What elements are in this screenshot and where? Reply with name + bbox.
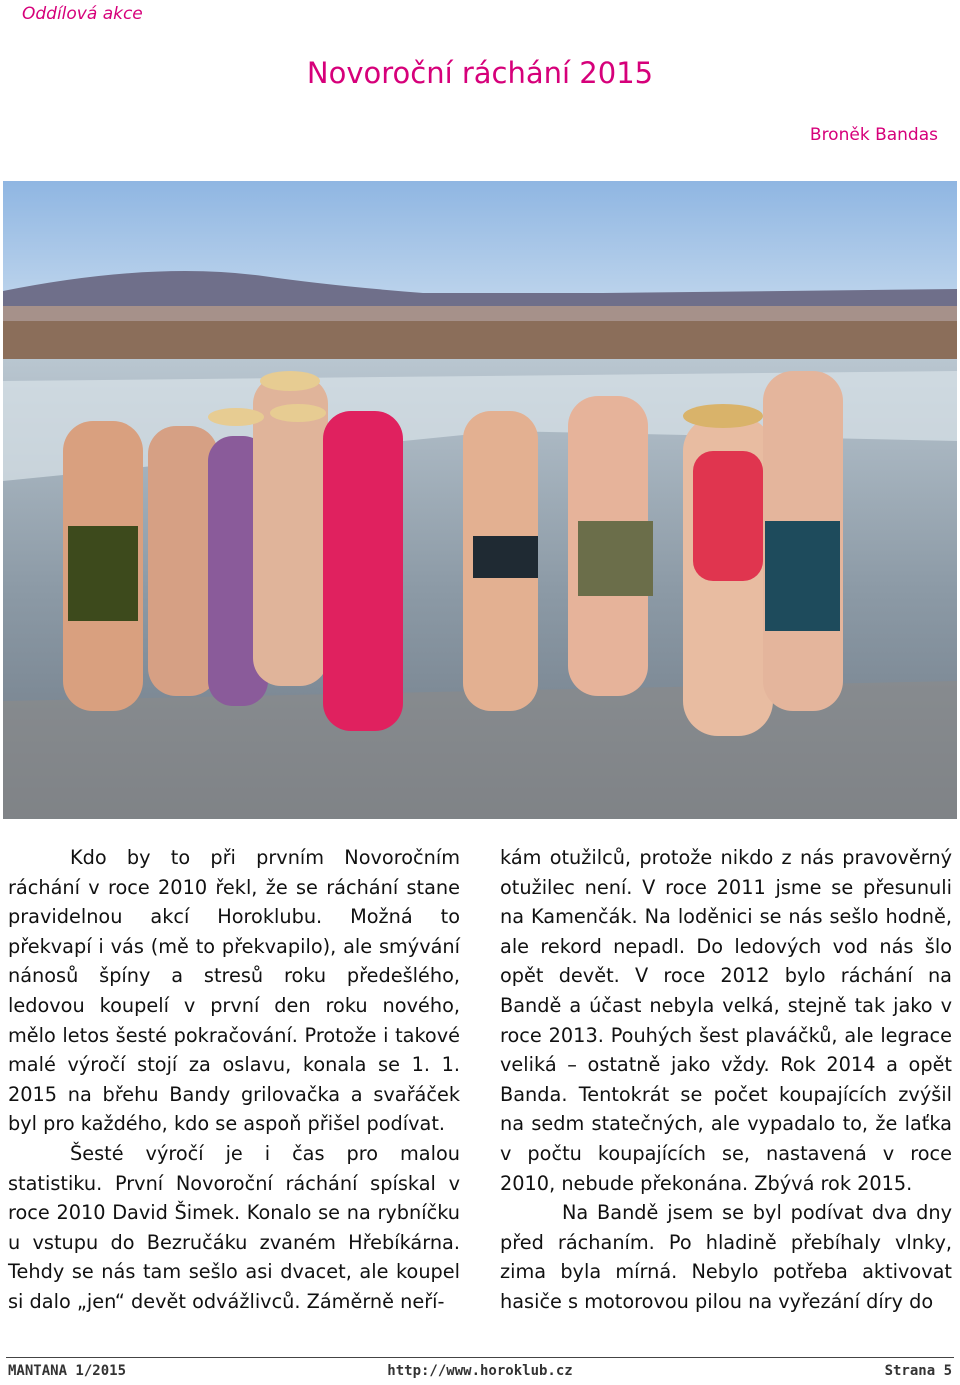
- paragraph: Šesté výročí je i čas pro malou statistiku. První Novoroční ráchání spískal v roce 2010 David Šimek. Konalo se na rybníčku u vstupu do Bezručáku zvaném Hřebíkárna. Tehdy se nás tam sešlo asi dvacet, ale koupel si dalo „jen“ devět odvážlivců. Záměrně neří-: [8, 1141, 460, 1313]
- footer-page-number: Strana 5: [884, 1363, 952, 1379]
- paragraph: kám otužilců, protože nikdo z nás pravověrný otužilec není. V roce 2011 jsme se přesunuli na Kamenčák. Na loděnici se nás sešlo hodně, ale rekord nepadl. Do ledových vod nás šlo opět devět. V roce 2012 bylo ráchání na Bandě a účast nebyla velká, stejně tak jako v roce 2013. Pouhých šest plaváčků, ale legrace veliká – ostatně jako vždy. Rok 2014 a opět Banda. Tentokrát se počet koupajících zvýšil na sedm statečných, ale vypadalo to, že laťka v počtu koupajících se, nastavená v roce 2010, nebude překonána. Zbývá rok 2015.: [500, 846, 952, 1195]
- group-photo: [3, 181, 957, 819]
- footer-issue: MANTANA 1/2015: [8, 1363, 127, 1379]
- paragraph: Na Bandě jsem se byl podívat dva dny před ráchaním. Po hladině přebíhaly vlnky, zima byla mírná. Nebylo potřeba aktivovat hasiče s motorovou pilou na vyřezání díry do: [500, 1201, 952, 1313]
- article-title: Novoroční ráchání 2015: [306, 56, 654, 90]
- author-name: Broněk Bandas: [809, 125, 938, 145]
- tree-line: [3, 321, 957, 361]
- article-column-right: [500, 843, 952, 1317]
- footer-url[interactable]: http://www.horoklub.cz: [387, 1363, 573, 1379]
- paragraph: Kdo by to při prvním Novoročním ráchání v roce 2010 řekl, že se ráchání stane pravidelnou akcí Horoklubu. Možná to překvapí i vás (mě to překvapilo), ale smývání nánosů špíny a stresů roku předešlého, ledovou koupelí v první den roku nového, mělo letos šesté pokračování. Protože i takové malé výročí stojí za oslavu, konala se 1. 1. 2015 na břehu Bandy grilovačka a svařáček byl pro každého, kdo se aspoň přišel podívat.: [8, 846, 460, 1136]
- section-label: Oddílová akce: [22, 4, 143, 24]
- footer-divider: [6, 1357, 954, 1358]
- photo-illustration: [3, 181, 957, 819]
- article-column-left: [8, 843, 460, 1317]
